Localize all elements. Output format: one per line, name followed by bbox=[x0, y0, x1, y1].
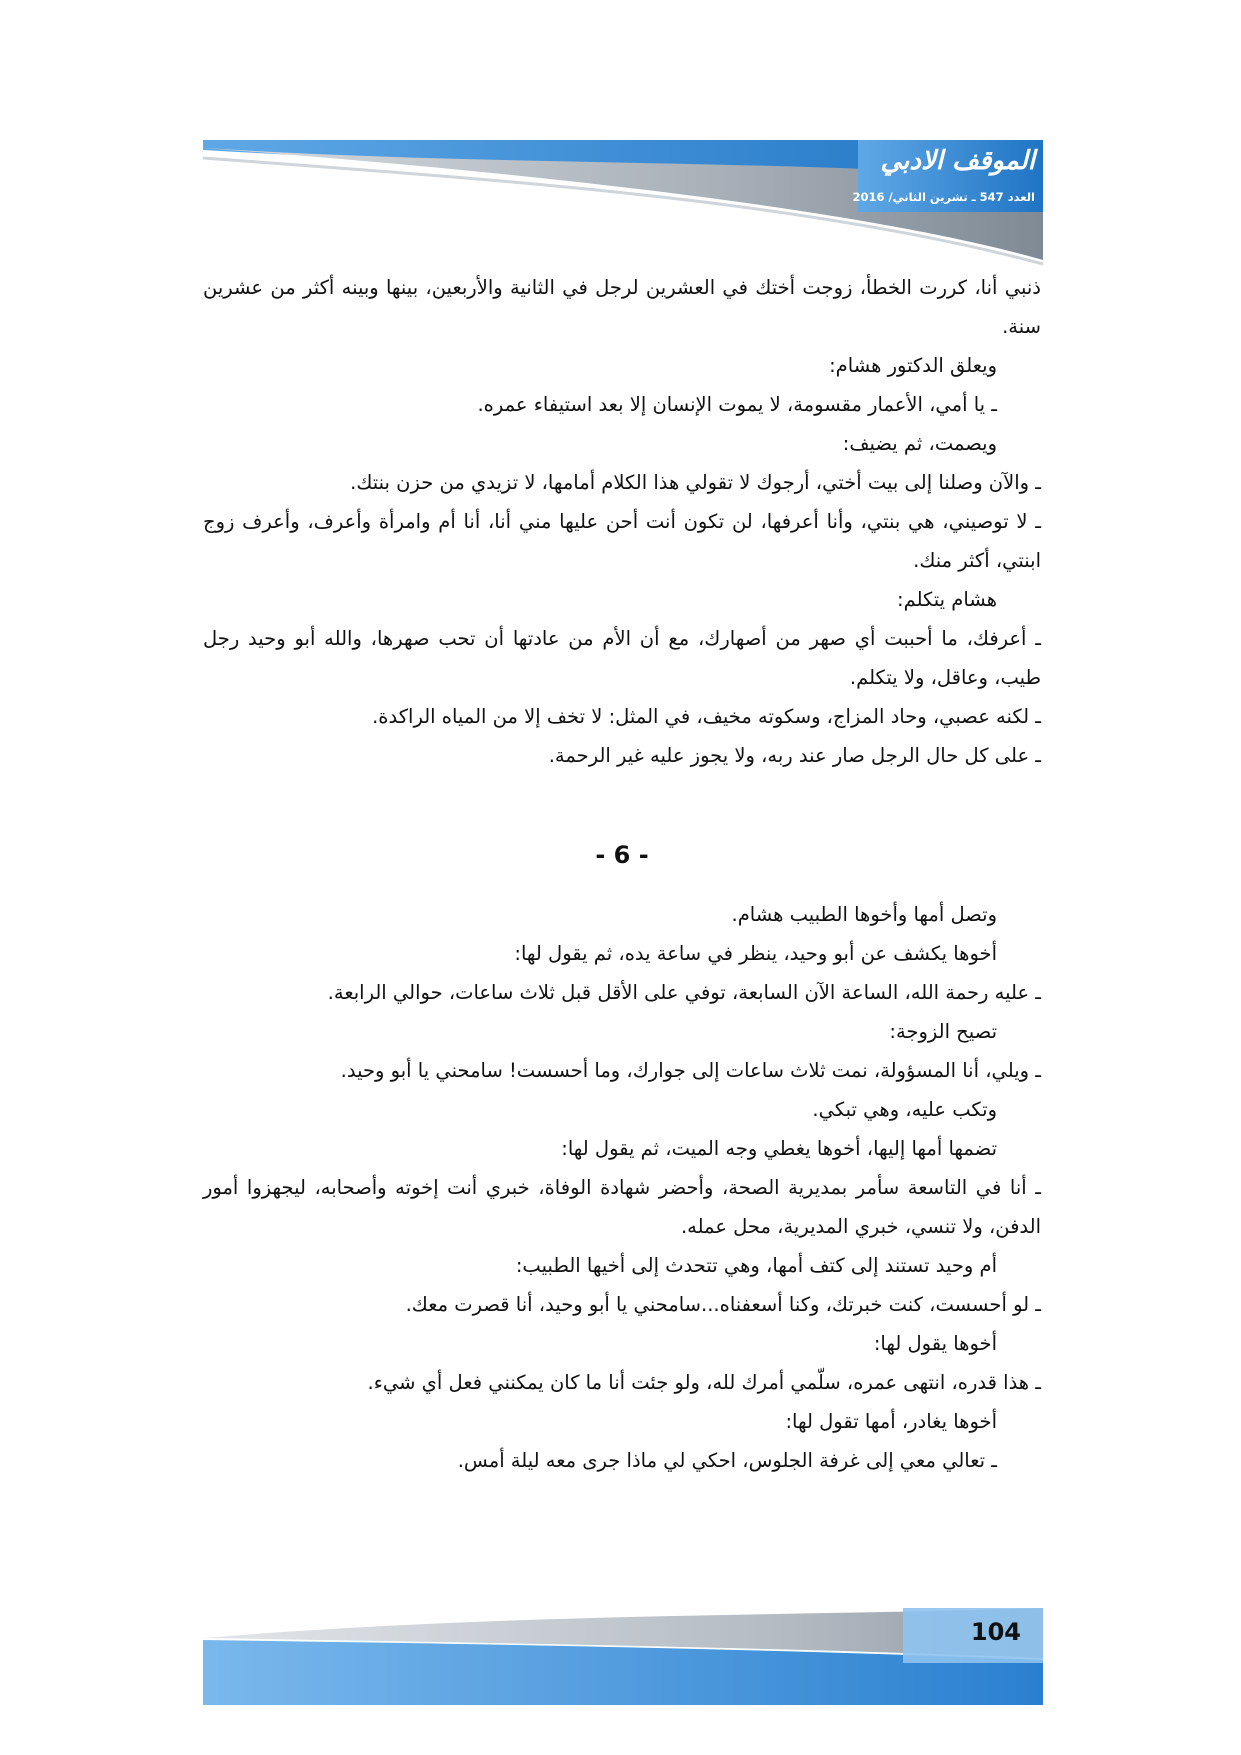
paragraph: تصيح الزوجة: bbox=[889, 1020, 997, 1043]
paragraph: تضمها أمها إليها، أخوها يغطي وجه الميت، ثم يقول لها: bbox=[561, 1137, 997, 1160]
paragraph: هشام يتكلم: bbox=[897, 588, 997, 611]
issue-label: العدد 547 ـ تشرين الثاني/ 2016 bbox=[852, 190, 1035, 204]
paragraph: ـ تعالي معي إلى غرفة الجلوس، احكي لي ماذا جرى معه ليلة أمس. bbox=[457, 1449, 997, 1472]
paragraph: ـ على كل حال الرجل صار عند ربه، ولا يجوز عليه غير الرحمة. bbox=[548, 744, 1041, 767]
paragraph: ـ والآن وصلنا إلى بيت أختي، أرجوك لا تقولي هذا الكلام أمامها، لا تزيدي من حزن بنتك. bbox=[350, 471, 1041, 494]
paragraph: ـ يا أمي، الأعمار مقسومة، لا يموت الإنسان إلا بعد استيفاء عمره. bbox=[477, 393, 997, 416]
paragraph: أخوها يغادر، أمها تقول لها: bbox=[785, 1410, 997, 1433]
paragraph: أخوها يكشف عن أبو وحيد، ينظر في ساعة يده، ثم يقول لها: bbox=[514, 942, 997, 965]
page-header bbox=[203, 140, 1043, 270]
page-footer bbox=[203, 1608, 1043, 1708]
article-body bbox=[203, 268, 1041, 1480]
paragraph: ـ لا توصيني، هي بنتي، وأنا أعرفها، لن تكون أنت أحن عليها مني أنا، أنا أم وامرأة وأعرف، وأعرف زوج ابنتي، أكثر منك. bbox=[203, 510, 1041, 572]
page-number: 104 bbox=[970, 1618, 1021, 1646]
paragraph: ـ لو أحسست، كنت خبرتك، وكنا أسعفناه...سامحني يا أبو وحيد، أنا قصرت معك. bbox=[405, 1293, 1041, 1316]
paragraph: أخوها يقول لها: bbox=[873, 1332, 997, 1355]
paragraph: ـ هذا قدره، انتهى عمره، سلّمي أمرك لله، ولو جئت أنا ما كان يمكنني فعل أي شيء. bbox=[367, 1371, 1041, 1394]
footer-swoosh-graphic bbox=[203, 1608, 1043, 1708]
section-number: - 6 - bbox=[595, 841, 649, 869]
paragraph: وتكب عليه، وهي تبكي. bbox=[812, 1098, 997, 1121]
paragraph: ذنبي أنا، كررت الخطأ، زوجت أختك في العشرين لرجل في الثانية والأربعين، بينها وبينه أكثر من عشرين سنة. bbox=[203, 276, 1041, 338]
paragraph: ـ ويلي، أنا المسؤولة، نمت ثلاث ساعات إلى جوارك، وما أحسست! سامحني يا أبو وحيد. bbox=[340, 1059, 1041, 1082]
paragraph: ـ لكنه عصبي، وحاد المزاج، وسكوته مخيف، في المثل: لا تخف إلا من المياه الراكدة. bbox=[372, 705, 1041, 728]
paragraph: وتصل أمها وأخوها الطبيب هشام. bbox=[731, 903, 997, 926]
magazine-logo: الموقف الادبي bbox=[880, 146, 1035, 176]
paragraph: ويصمت، ثم يضيف: bbox=[842, 432, 997, 455]
paragraph: ويعلق الدكتور هشام: bbox=[829, 354, 997, 377]
paragraph: ـ أعرفك، ما أحببت أي صهر من أصهارك، مع أن الأم من عادتها أن تحب صهرها، والله أبو وحيد رجل طيب، وعاقل، ولا يتكلم. bbox=[203, 627, 1041, 689]
paragraph: ـ أنا في التاسعة سأمر بمديرية الصحة، وأحضر شهادة الوفاة، خبري أنت إخوته وأصحابه، ليجهزوا أمور الدفن، ولا تنسي، خبري المديرية، محل عمله. bbox=[203, 1176, 1041, 1238]
paragraph: أم وحيد تستند إلى كتف أمها، وهي تتحدث إلى أخيها الطبيب: bbox=[515, 1254, 997, 1277]
paragraph: ـ عليه رحمة الله، الساعة الآن السابعة، توفي على الأقل قبل ثلاث ساعات، حوالي الرابعة. bbox=[327, 981, 1041, 1004]
